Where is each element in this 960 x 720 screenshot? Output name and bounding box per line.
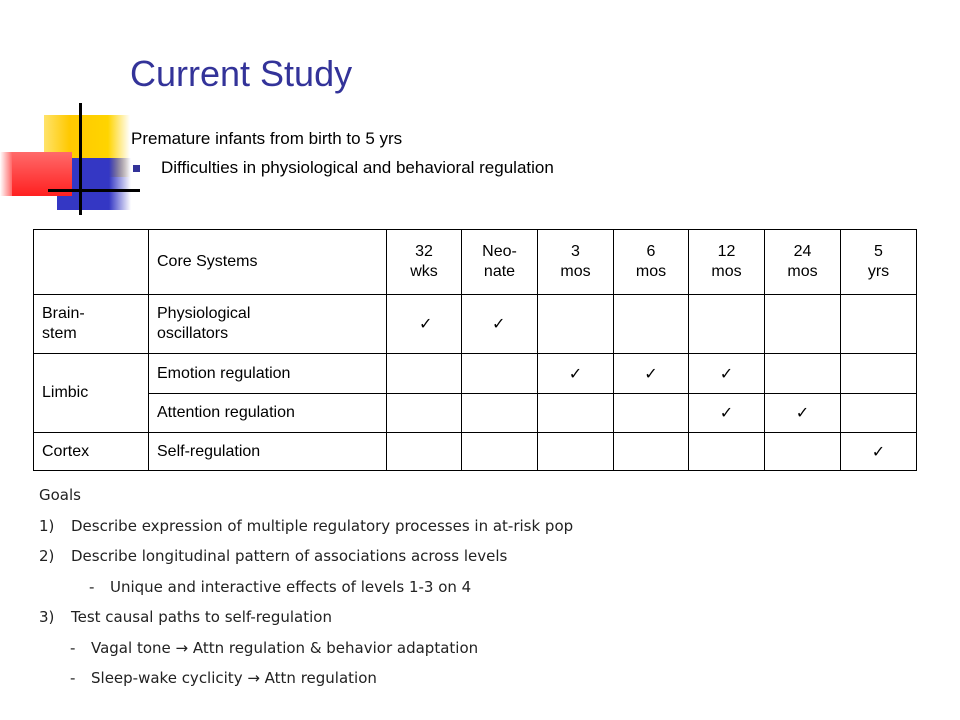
empty-cell: [538, 433, 614, 471]
table-row: [34, 394, 917, 433]
goals-section: [39, 480, 573, 694]
check-cell: [387, 295, 462, 354]
check-cell: [462, 295, 538, 354]
goal-subitem: - Sleep-wake cyclicity → Attn regulation: [70, 669, 377, 687]
slide-logo-decoration: [0, 100, 140, 215]
check-cell: [689, 354, 765, 394]
empty-cell: [462, 433, 538, 471]
table-header-row: [34, 230, 917, 295]
goal-subitem: - Unique and interactive effects of levels 1-3 on 4: [89, 577, 472, 596]
slide-subtitle: Premature infants from birth to 5 yrs: [131, 129, 403, 148]
empty-cell: [387, 354, 462, 394]
goal-item: 1) Describe expression of multiple regulatory processes in at-risk pop: [39, 516, 574, 535]
header-cell-3mos: 3 mos: [538, 230, 614, 295]
bullet-item: [131, 158, 554, 178]
level-cell-limbic: Limbic: [34, 354, 149, 433]
check-icon: ✓: [644, 363, 658, 383]
empty-cell: [538, 295, 614, 354]
check-icon: ✓: [871, 441, 886, 461]
table-row: [34, 354, 917, 394]
empty-cell: [387, 433, 462, 471]
header-cell-12mos: 12 mos: [689, 230, 765, 295]
empty-cell: [765, 433, 841, 471]
bullet-text: Difficulties in physiological and behavioral regulation: [161, 158, 554, 177]
regulation-table: [33, 229, 917, 471]
empty-cell: [462, 354, 538, 394]
check-cell: [765, 394, 841, 433]
header-cell-neonate: Neo- nate: [462, 230, 538, 295]
level-cell-cortex: Cortex: [34, 433, 149, 471]
empty-cell: [841, 354, 917, 394]
bullet-square-icon: [133, 165, 140, 172]
goal-item: 3) Test causal paths to self-regulation: [39, 608, 332, 626]
system-cell-self-regulation: Self-regulation: [149, 433, 387, 471]
check-cell: [614, 354, 689, 394]
check-icon: ✓: [719, 403, 734, 422]
goals-heading: Goals: [39, 486, 81, 504]
empty-cell: [841, 295, 917, 354]
goal-item: 2) Describe longitudinal pattern of associations across levels: [39, 547, 508, 565]
check-cell: [689, 394, 765, 433]
empty-cell: [841, 394, 917, 433]
empty-cell: [765, 354, 841, 394]
slide-title: Current Study: [130, 53, 353, 94]
empty-cell: [689, 433, 765, 471]
horizontal-rule: [48, 189, 140, 192]
header-cell-core-systems: Core Systems: [149, 230, 387, 295]
empty-cell: [462, 394, 538, 433]
check-icon: ✓: [568, 363, 583, 383]
table-row: [34, 295, 917, 354]
level-cell-brainstem: Brain- stem: [34, 295, 149, 354]
table-row: [34, 433, 917, 471]
header-cell-32wks: 32 wks: [387, 230, 462, 295]
empty-cell: [614, 394, 689, 433]
system-cell-physiological: Physiological oscillators: [149, 295, 387, 354]
empty-cell: [387, 394, 462, 433]
check-cell: [841, 433, 917, 471]
header-cell-24mos: 24 mos: [765, 230, 841, 295]
system-cell-emotion: Emotion regulation: [149, 354, 387, 394]
goal-subitem: - Vagal tone → Attn regulation & behavior adaptation: [70, 638, 479, 657]
header-cell-empty: [34, 230, 149, 295]
header-cell-5yrs: 5 yrs: [841, 230, 917, 295]
header-cell-6mos: 6 mos: [614, 230, 689, 295]
empty-cell: [765, 295, 841, 354]
system-cell-attention: Attention regulation: [149, 394, 387, 433]
vertical-rule: [79, 103, 82, 215]
check-icon: ✓: [419, 314, 433, 333]
check-icon: ✓: [719, 363, 734, 383]
check-icon: ✓: [795, 403, 810, 422]
check-icon: ✓: [492, 314, 506, 333]
check-cell: [538, 354, 614, 394]
empty-cell: [614, 433, 689, 471]
empty-cell: [614, 295, 689, 354]
empty-cell: [538, 394, 614, 433]
empty-cell: [689, 295, 765, 354]
